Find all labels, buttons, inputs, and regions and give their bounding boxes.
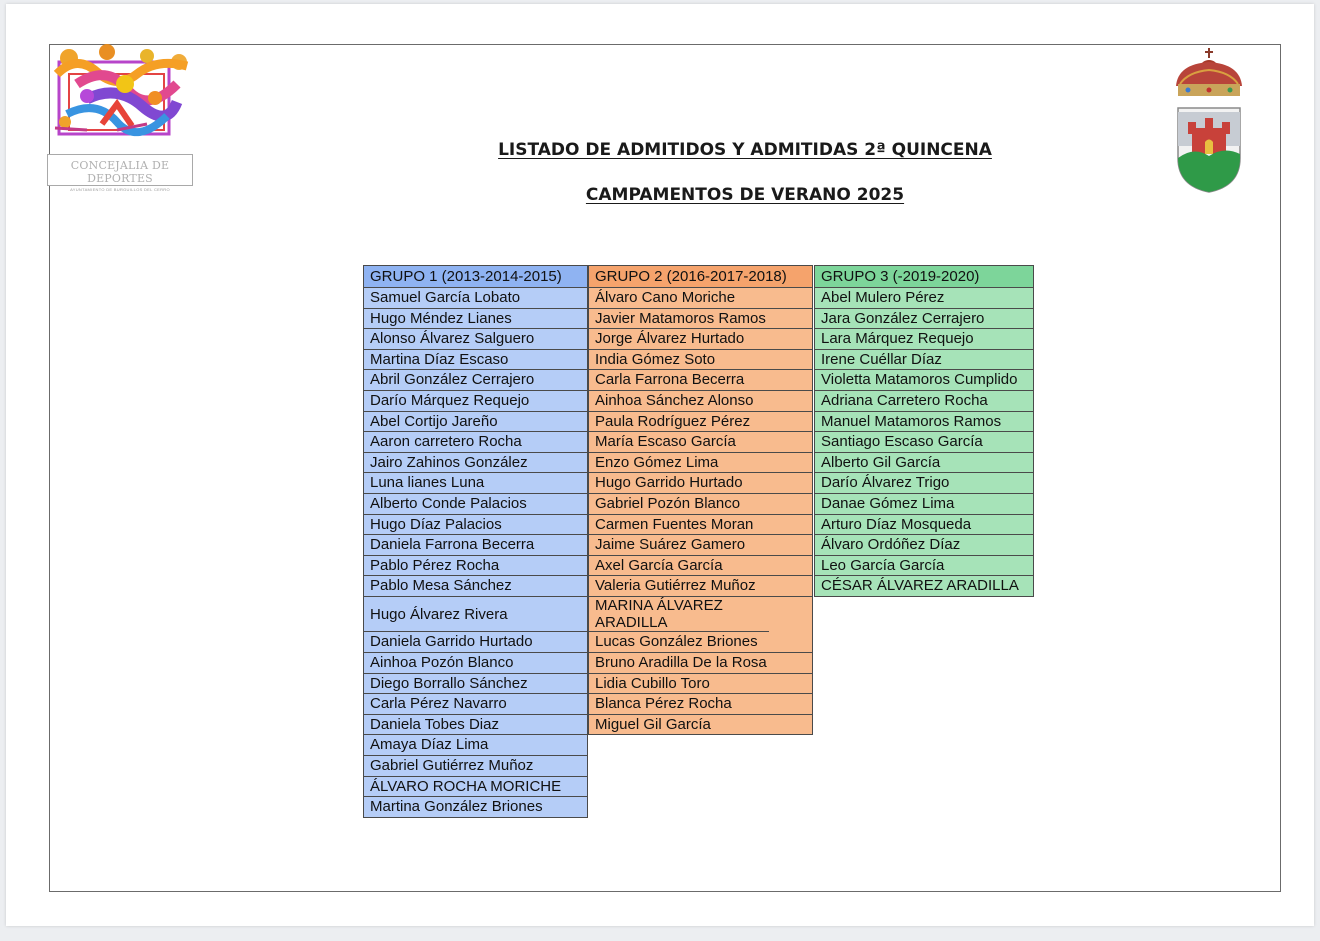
- page-subtitle: CAMPAMENTOS DE VERANO 2025: [585, 185, 905, 205]
- list-item: Violetta Matamoros Cumplido: [815, 370, 1033, 391]
- list-item: Luna lianes Luna: [364, 473, 587, 494]
- list-item: Amaya Díaz Lima: [364, 735, 587, 756]
- list-item: Alberto Gil García: [815, 453, 1033, 474]
- list-item: CÉSAR ÁLVAREZ ARADILLA: [815, 576, 1033, 597]
- list-item: Álvaro Ordóñez Díaz: [815, 535, 1033, 556]
- list-item: Alonso Álvarez Salguero: [364, 329, 587, 350]
- list-item: Martina Díaz Escaso: [364, 350, 587, 371]
- list-item: Aaron carretero Rocha: [364, 432, 587, 453]
- list-item: Diego Borrallo Sánchez: [364, 674, 587, 695]
- list-item: Martina González Briones: [364, 797, 587, 818]
- group3-header: GRUPO 3 (-2019-2020): [815, 266, 1033, 288]
- list-item: Lidia Cubillo Toro: [589, 674, 812, 695]
- list-item: Carmen Fuentes Moran: [589, 515, 812, 536]
- list-item: Jorge Álvarez Hurtado: [589, 329, 812, 350]
- list-item: María Escaso García: [589, 432, 812, 453]
- list-item: Abel Cortijo Jareño: [364, 412, 587, 433]
- list-item: Lara Márquez Requejo: [815, 329, 1033, 350]
- list-item: Hugo Garrido Hurtado: [589, 473, 812, 494]
- list-item: Darío Álvarez Trigo: [815, 473, 1033, 494]
- list-item: Irene Cuéllar Díaz: [815, 350, 1033, 371]
- list-item: Blanca Pérez Rocha: [589, 694, 812, 715]
- list-item: Valeria Gutiérrez Muñoz: [589, 576, 812, 597]
- list-item: ÁLVARO ROCHA MORICHE: [364, 777, 587, 798]
- list-item: Adriana Carretero Rocha: [815, 391, 1033, 412]
- list-item: Paula Rodríguez Pérez: [589, 412, 812, 433]
- logo-caption-box: [47, 154, 193, 192]
- list-item: Abril González Cerrajero: [364, 370, 587, 391]
- list-item: Hugo Méndez Lianes: [364, 309, 587, 330]
- list-item: Abel Mulero Pérez: [815, 288, 1033, 309]
- list-item: Hugo Álvarez Rivera: [364, 597, 587, 633]
- list-item: Pablo Mesa Sánchez: [364, 576, 587, 597]
- list-item: Daniela Garrido Hurtado: [364, 632, 587, 653]
- list-item: Javier Matamoros Ramos: [589, 309, 812, 330]
- list-item: Darío Márquez Requejo: [364, 391, 587, 412]
- list-item: Gabriel Gutiérrez Muñoz: [364, 756, 587, 777]
- list-item: Gabriel Pozón Blanco: [589, 494, 812, 515]
- list-item: Jairo Zahinos González: [364, 453, 587, 474]
- list-item: Carla Farrona Becerra: [589, 370, 812, 391]
- coat-of-arms-icon: [1168, 46, 1250, 196]
- list-item: Daniela Tobes Diaz: [364, 715, 587, 736]
- group2-column: [588, 265, 813, 735]
- list-item: Samuel García Lobato: [364, 288, 587, 309]
- list-item: Enzo Gómez Lima: [589, 453, 812, 474]
- list-item: India Gómez Soto: [589, 350, 812, 371]
- page-title: LISTADO DE ADMITIDOS Y ADMITIDAS 2ª QUINCENA: [498, 140, 992, 160]
- group1-column: [363, 265, 588, 818]
- logo-caption: CONCEJALIA DE DEPORTES: [70, 159, 170, 185]
- list-item: Jara González Cerrajero: [815, 309, 1033, 330]
- list-item: Daniela Farrona Becerra: [364, 535, 587, 556]
- list-item: Axel García García: [589, 556, 812, 577]
- list-item: Carla Pérez Navarro: [364, 694, 587, 715]
- logo-subcaption: AYUNTAMIENTO DE BURGUILLOS DEL CERRO: [70, 187, 170, 192]
- list-item: Arturo Díaz Mosqueda: [815, 515, 1033, 536]
- list-item: Jaime Suárez Gamero: [589, 535, 812, 556]
- group2-header: GRUPO 2 (2016-2017-2018): [589, 266, 812, 288]
- list-item: Álvaro Cano Moriche: [589, 288, 812, 309]
- list-item: Alberto Conde Palacios: [364, 494, 587, 515]
- list-item: Ainhoa Sánchez Alonso: [589, 391, 812, 412]
- list-item: Santiago Escaso García: [815, 432, 1033, 453]
- list-item: Ainhoa Pozón Blanco: [364, 653, 587, 674]
- list-item: Miguel Gil García: [589, 715, 812, 736]
- list-item: Manuel Matamoros Ramos: [815, 412, 1033, 433]
- list-item: Leo García García: [815, 556, 1033, 577]
- list-item: Danae Gómez Lima: [815, 494, 1033, 515]
- group3-column: [814, 265, 1034, 597]
- list-item: Lucas González Briones: [589, 632, 812, 653]
- list-item: Hugo Díaz Palacios: [364, 515, 587, 536]
- list-item: MARINA ÁLVAREZ ARADILLA: [589, 597, 769, 633]
- list-item: Bruno Aradilla De la Rosa: [589, 653, 812, 674]
- group1-header: GRUPO 1 (2013-2014-2015): [364, 266, 587, 288]
- list-item: Pablo Pérez Rocha: [364, 556, 587, 577]
